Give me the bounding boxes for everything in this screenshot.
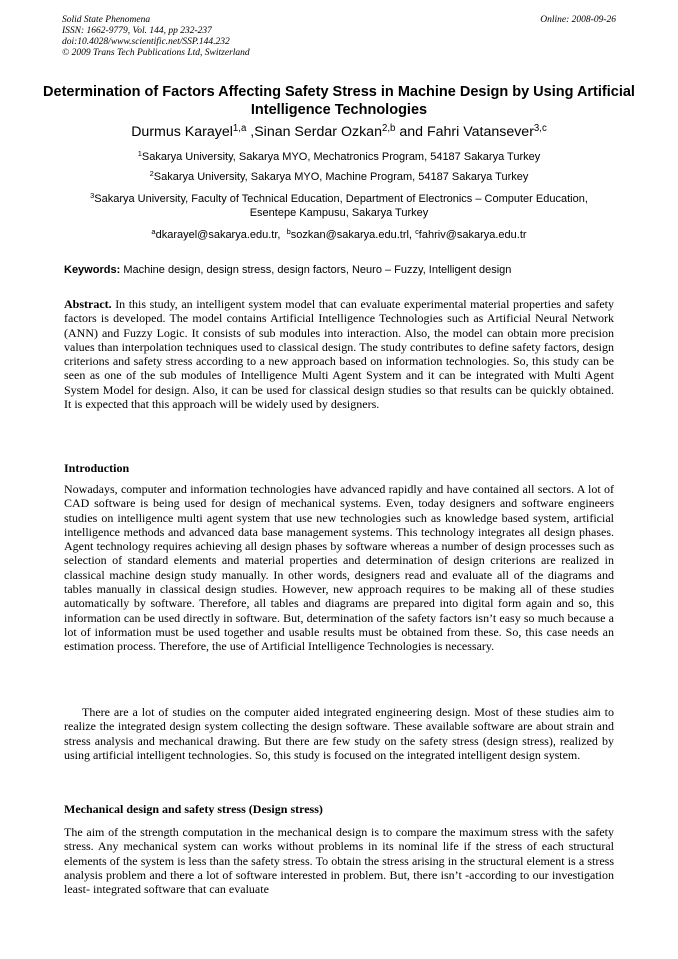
section-heading: Introduction [64,461,130,475]
keywords-text: Machine design, design stress, design factors, Neuro – Fuzzy, Intelligent design [123,264,512,276]
keywords [64,263,616,277]
section-heading: Mechanical design and safety stress (Design stress) [64,802,323,816]
email-mark: a [151,227,156,237]
affiliation [80,150,598,164]
journal-name: Solid State Phenomena [62,15,151,25]
affiliation-mark: 1 [137,149,142,159]
affiliation [80,192,598,220]
author-separator: and [395,124,427,140]
paragraph: Nowadays, computer and information technologies have advanced rapidly and have contained all sectors. A lot of CAD software is being used for design of mechanical systems. Even, today designers and software engineers studies on intelligence multi agent system that use new technologies such as knowledge based system, artificial intelligence methods and advanced data base management systems. This technology integrates all design phases. Agent technology requires achieving all design phases by software whereas a number of design processes such as selection of standard elements and material properties and determination of design criterions are realized in classical machine design study manually. In other words, designers read and evaluate all of the diagrams and tables manually in classical design studies. However, new approach requires to be making all of these studies automatically by software. Therefore, all tables and diagrams are prepared into digital form again and so, this information can be used directly in software. But, determination of the safety factors isn’t easy so much because a lot of information must be used together and usable results must be obtained from these. So, this case needs an estimation process. Therefore, the use of Artificial Intelligence Technologies is necessary. [64,482,614,654]
journal-copyright: © 2009 Trans Tech Publications Ltd, Switzerland [62,48,250,58]
affiliation-text: Sakarya University, Faculty of Technical Education, Department of Electronics – Computer Education, Esentepe Kampusu, Sakarya Turkey [94,193,588,219]
paper-title: Determination of Factors Affecting Safety Stress in Machine Design by Using Artificial Intelligence Technologies [43,84,635,118]
author-name: Sinan Serdar Ozkan [254,124,382,140]
affiliation-text: Sakarya University, Sakarya MYO, Machine Program, 54187 Sakarya Turkey [153,171,529,183]
author-affiliation-mark: 3,c [533,123,547,135]
paragraph: There are a lot of studies on the computer aided integrated engineering design. Most of these studies aim to realize the integrated design system collecting the design software. These available software are about strain and stress analysis and mechanical drawing. But there are few study on the safety stress (design stress), realized by using artificial intelligent technologies. So, this study is focused on the integrated intelligent design system. [64,705,614,762]
affiliation-mark: 2 [149,169,154,179]
abstract-label: Abstract. [64,297,112,311]
abstract-text: In this study, an intelligent system model that can evaluate experimental material properties and safety factors is developed. The model contains Artificial Intelligence Technologies such as Artificial Neural Network (ANN) and Fuzzy Logic. It consists of sub modules into interaction. Also, the model can obtain more precision values than interpolation techniques used to classical design. The study contributes to define safety factors, design criterions and safety stress according to a new approach based on information technologies. So, this study can be seen as one of the sub modules of Intelligence Multi Agent System and it can be integrated with Multi Agent System Model for design. Also, it can be used for classical design studies so that results can be quickly obtained. It is expected that this approach will be widely used by designers. [64,297,614,412]
affiliation-mark: 3 [90,191,95,201]
journal-header [62,15,616,59]
author-name: Durmus Karayel [131,124,233,140]
affiliation [80,170,598,184]
paragraph: The aim of the strength computation in the mechanical design is to compare the maximum stress with the safety stress. Any mechanical system can works without problems in its nominal life if the stress of each structural elements of the system is less than the safety stress. To obtain the stress arising in the structural element is a stress analysis problem and there a lot of software interested in problem. But, there isn’t -according to our investigation least- integrated software that can evaluate [64,825,614,897]
author-line [40,123,638,141]
author-name: Fahri Vatansever [426,124,534,140]
online-date: Online: 2008-09-26 [540,15,616,25]
affiliation-text: Sakarya University, Sakarya MYO, Mechatronics Program, 54187 Sakarya Turkey [141,151,541,163]
email-mark: b [286,227,291,237]
keywords-label: Keywords: [64,264,121,276]
author-separator: , [246,124,255,140]
journal-doi: doi:10.4028/www.scientific.net/SSP.144.232 [62,37,230,47]
author-affiliation-mark: 2,b [381,123,396,135]
email-mark: c [415,227,419,237]
email-text: sozkan@sakarya.edu.trl, [290,229,412,241]
journal-issn: ISSN: 1662-9779, Vol. 144, pp 232-237 [62,26,212,36]
abstract [64,297,614,411]
email-line [80,228,598,242]
author-affiliation-mark: 1,a [232,123,247,135]
email-text: dkarayel@sakarya.edu.tr, [155,229,281,241]
email-text: fahriv@sakarya.edu.tr [418,229,527,241]
